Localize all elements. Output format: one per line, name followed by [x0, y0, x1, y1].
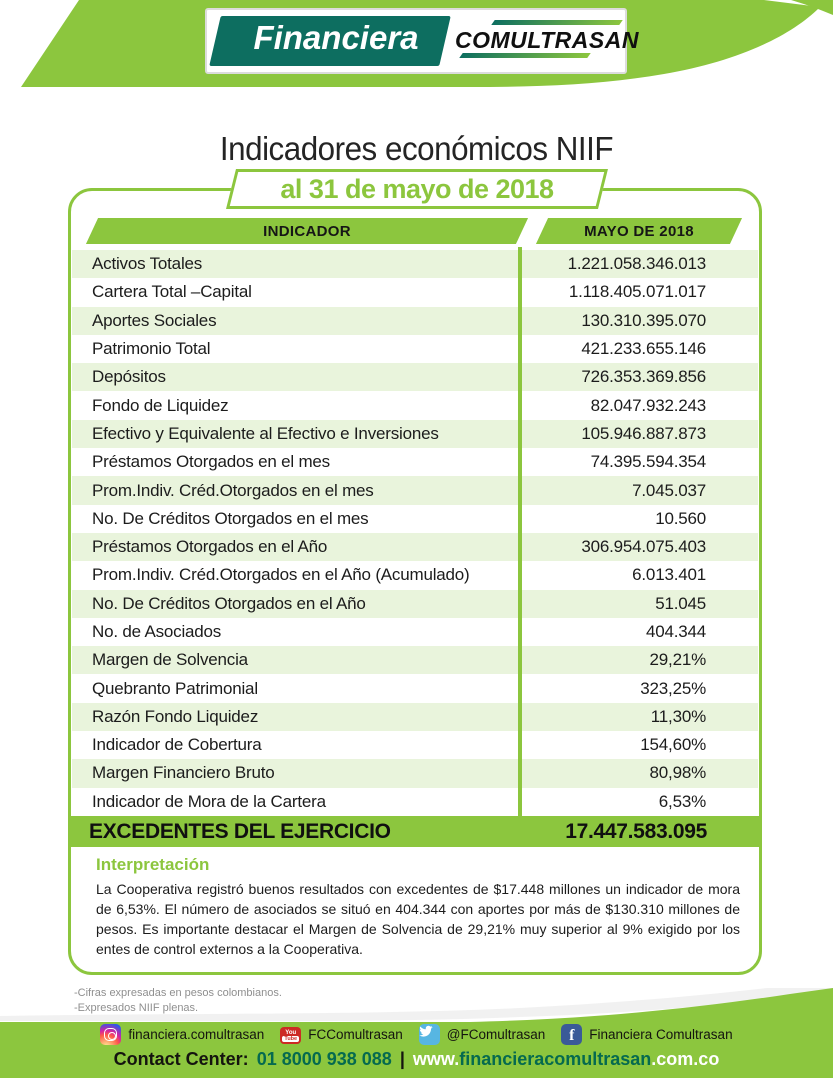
row-label: Efectivo y Equivalente al Efectivo e Inversiones [92, 423, 439, 443]
subtitle-ribbon [226, 169, 608, 209]
row-value: 10.560 [655, 508, 706, 528]
subtitle-text: al 31 de mayo de 2018 [279, 173, 554, 204]
table-row [72, 590, 758, 618]
row-label: Fondo de Liquidez [92, 395, 229, 415]
brand-right-wordmark: COMULTRASAN [455, 27, 639, 53]
column-header-month [536, 218, 742, 244]
interpretation-section [96, 855, 740, 960]
twitter-handle: @FComultrasan [446, 1027, 546, 1042]
row-value: 154,60% [640, 735, 706, 755]
row-value: 29,21% [649, 650, 706, 670]
table-row [72, 618, 758, 646]
interpretation-heading: Interpretación [96, 855, 210, 874]
table-row [72, 788, 758, 816]
row-value: 726.353.369.856 [581, 367, 706, 387]
row-label: Activos Totales [92, 254, 203, 274]
total-value: 17.447.583.095 [565, 819, 707, 843]
row-label: Aportes Sociales [92, 310, 217, 330]
table-row [72, 505, 758, 533]
row-value: 82.047.932.243 [590, 395, 706, 415]
url-prefix: www. [412, 1049, 460, 1069]
facebook-icon: f [561, 1024, 582, 1045]
brand-left-wordmark: Financiera [253, 19, 419, 56]
row-label: No. de Asociados [92, 622, 222, 641]
contact-separator: | [399, 1049, 405, 1069]
total-label: EXCEDENTES DEL EJERCICIO [89, 819, 391, 843]
table-row [72, 250, 758, 278]
row-label: Prom.Indiv. Créd.Otorgados en el Año (Acumulado) [92, 565, 470, 585]
url-suffix: .com.co [651, 1049, 720, 1069]
row-label: No. De Créditos Otorgados en el mes [92, 508, 369, 528]
row-label: Préstamos Otorgados en el mes [92, 452, 330, 472]
facebook-handle: Financiera Comultrasan [589, 1027, 733, 1042]
row-value: 80,98% [649, 763, 706, 783]
row-value: 11,30% [650, 706, 706, 726]
url-domain: financieracomultrasan [459, 1049, 652, 1069]
table-row [72, 561, 758, 589]
instagram-handle: financiera.comultrasan [128, 1027, 265, 1042]
column-divider [518, 247, 522, 816]
column-header-indicator-label: INDICADOR [263, 222, 351, 240]
table-row [72, 674, 758, 702]
table-row [72, 363, 758, 391]
row-value: 51.045 [655, 593, 706, 613]
total-row [71, 816, 759, 847]
brand-logo [205, 8, 639, 74]
row-label: Indicador de Cobertura [92, 735, 262, 755]
table-row [72, 731, 758, 759]
row-value: 306.954.075.403 [581, 537, 706, 557]
footnote-currency: -Cifras expresadas en pesos colombianos. [74, 987, 282, 999]
row-label: No. De Créditos Otorgados en el Año [92, 593, 366, 613]
row-value: 1.118.405.071.017 [568, 282, 706, 302]
table-row [72, 646, 758, 674]
row-value: 1.221.058.346.013 [567, 254, 706, 274]
table-row [72, 307, 758, 335]
row-value: 105.946.887.873 [581, 423, 706, 443]
social-row [0, 1024, 833, 1045]
row-label: Quebranto Patrimonial [92, 678, 258, 698]
table-row [72, 335, 758, 363]
social-twitter[interactable] [419, 1024, 545, 1045]
contact-number[interactable]: 01 8000 938 088 [256, 1049, 392, 1069]
footer [0, 988, 833, 1078]
row-value: 7.045.037 [632, 480, 706, 500]
social-instagram[interactable] [100, 1024, 264, 1045]
row-label: Razón Fondo Liquidez [92, 706, 259, 726]
row-label: Indicador de Mora de la Cartera [92, 791, 326, 811]
brand-swoosh-top [491, 20, 623, 25]
row-value: 323,25% [640, 678, 706, 698]
row-label: Cartera Total –Capital [92, 282, 252, 302]
row-label: Margen Financiero Bruto [92, 763, 275, 783]
table-row [72, 703, 758, 731]
table-row [72, 420, 758, 448]
row-label: Patrimonio Total [92, 339, 211, 359]
row-value: 6.013.401 [632, 565, 706, 585]
instagram-icon [100, 1024, 121, 1045]
contact-label: Contact Center: [113, 1049, 249, 1069]
column-header-indicator [86, 218, 528, 244]
table-row [72, 448, 758, 476]
column-header-month-label: MAYO DE 2018 [584, 222, 694, 240]
social-youtube[interactable] [280, 1025, 403, 1044]
row-value: 421.233.655.146 [581, 339, 706, 359]
page-title: Indicadores económicos NIIF [219, 130, 614, 167]
table-row [72, 476, 758, 504]
table-row [72, 391, 758, 419]
youtube-handle: FCComultrasan [308, 1027, 403, 1042]
contact-row [0, 1049, 833, 1070]
row-label: Depósitos [92, 367, 166, 387]
table-row [72, 759, 758, 787]
social-facebook[interactable] [561, 1024, 732, 1045]
youtube-icon: You Tube [280, 1027, 301, 1044]
table-row [72, 533, 758, 561]
row-value: 74.395.594.354 [590, 452, 706, 472]
footnote-niif: -Expresados NIIF plenas. [74, 1002, 199, 1015]
row-value: 404.344 [645, 622, 706, 641]
row-label: Préstamos Otorgados en el Año [92, 537, 328, 557]
twitter-icon [419, 1024, 440, 1045]
brand-right-panel [455, 10, 639, 72]
row-value: 130.310.395.070 [581, 310, 706, 330]
indicator-rows [72, 250, 758, 816]
interpretation-body: La Cooperativa registró buenos resultados con excedentes de $17.448 millones un indicador de mora de 6,53%. El número de asociados se situó en 404.344 con aportes por más de $130.310 millones de pesos. Es importante destacar el Margen de Solvencia de 29,21% muy superior al 9% exigido por los entes de control externos a la Cooperativa. [96, 881, 740, 957]
table-row [72, 278, 758, 306]
website-url[interactable] [413, 1049, 719, 1070]
row-label: Prom.Indiv. Créd.Otorgados en el mes [92, 480, 374, 500]
row-label: Margen de Solvencia [92, 650, 248, 670]
row-value: 6,53% [658, 791, 706, 811]
